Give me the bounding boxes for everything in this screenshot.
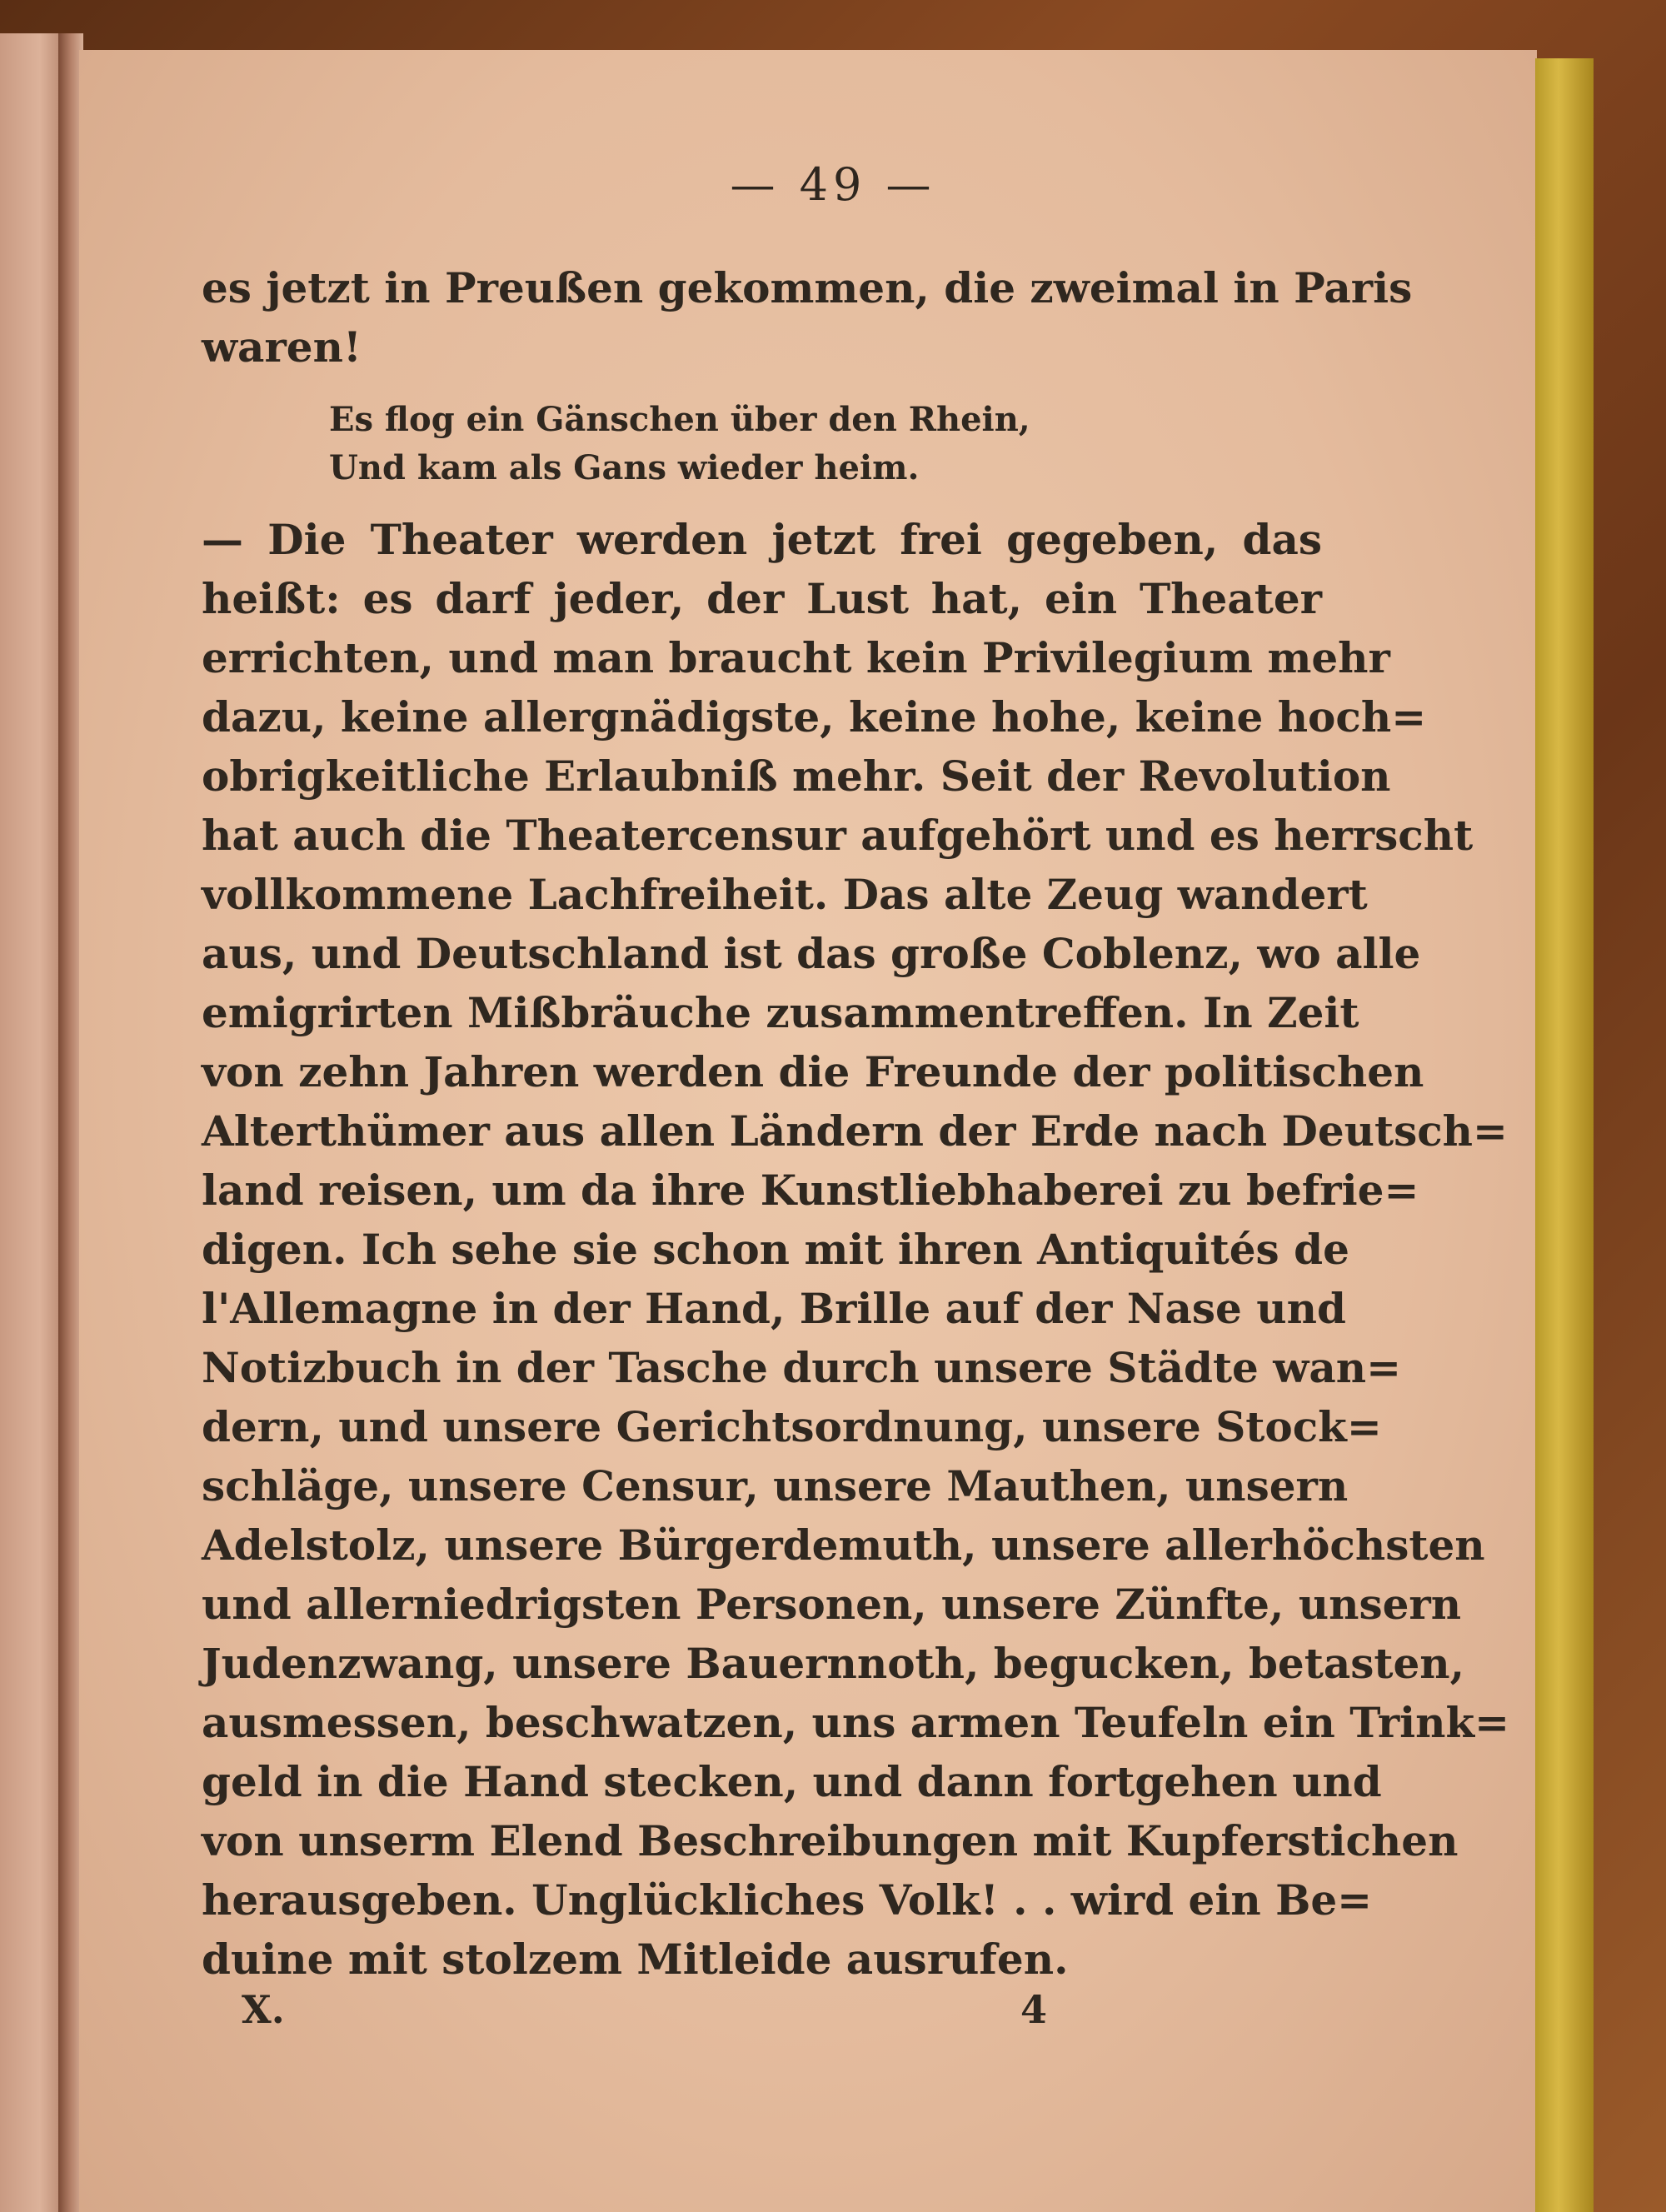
text-line: von zehn Jahren werden die Freunde der politischen [202,1047,1424,1096]
text-line: land reisen, um da ihre Kunstliebhaberei zu befrie= [202,1166,1419,1215]
text-line: digen. Ich sehe sie schon mit ihren Antiquités de [202,1225,1349,1274]
text-line: emigrirten Mißbräuche zusammentreffen. In Zeit [202,988,1359,1037]
text-line: ausmessen, beschwatzen, uns armen Teufeln ein Trink= [202,1698,1510,1747]
text-line: Judenzwang, unsere Bauernnoth, begucken, betasten, [202,1639,1465,1688]
opening-lines [202,258,1413,377]
text-line: herausgeben. Unglückliches Volk! . . wird ein Be= [202,1875,1373,1925]
paragraph [202,510,1510,1989]
page-block-edge [1535,58,1594,2212]
text-line: heißt: es darf jeder, der Lust hat, ein Theater [202,574,1322,623]
facing-page-edge [0,33,67,2212]
text-line: es jetzt in Preußen gekommen, die zweimal in Paris [202,263,1413,312]
text-line: waren! [202,322,362,372]
verse-line: Es flog ein Gänschen über den Rhein, [329,400,1030,439]
text-line: dazu, keine allergnädigste, keine hohe, keine hoch= [202,692,1427,741]
signature-mark: X. [242,1987,285,2032]
text-line: aus, und Deutschland ist das große Coblenz, wo alle [202,929,1421,978]
text-line: schläge, unsere Censur, unsere Mauthen, unsern [202,1461,1349,1510]
text-line: Adelstolz, unsere Bürgerdemuth, unsere allerhöchsten [202,1520,1485,1570]
text-line: errichten, und man braucht kein Privilegium mehr [202,633,1390,682]
page-number: — 49 — [730,158,936,211]
text-line: duine mit stolzem Mitleide ausrufen. [202,1935,1069,1984]
sheet-number: 4 [1020,1987,1048,2032]
text-line: Alterthümer aus allen Ländern der Erde nach Deutsch= [202,1106,1508,1156]
text-line: und allerniedrigsten Personen, unsere Zünfte, unsern [202,1580,1462,1629]
text-line: dern, und unsere Gerichtsordnung, unsere Stock= [202,1402,1382,1451]
verse-line: Und kam als Gans wieder heim. [329,448,920,487]
text-line: geld in die Hand stecken, und dann fortgehen und [202,1757,1382,1806]
text-line: — Die Theater werden jetzt frei gegeben, das [202,515,1322,564]
text-line: vollkommene Lachfreiheit. Das alte Zeug wandert [202,870,1368,919]
verse [329,396,1030,492]
text-line: hat auch die Theatercensur aufgehört und es herrscht [202,811,1474,860]
text-line: von unserm Elend Beschreibungen mit Kupferstichen [202,1816,1459,1865]
text-line: Notizbuch in der Tasche durch unsere Städte wan= [202,1343,1401,1392]
text-line: l'Allemagne in der Hand, Brille auf der Nase und [202,1284,1346,1333]
text-line: obrigkeitliche Erlaubniß mehr. Seit der Revolution [202,751,1391,801]
